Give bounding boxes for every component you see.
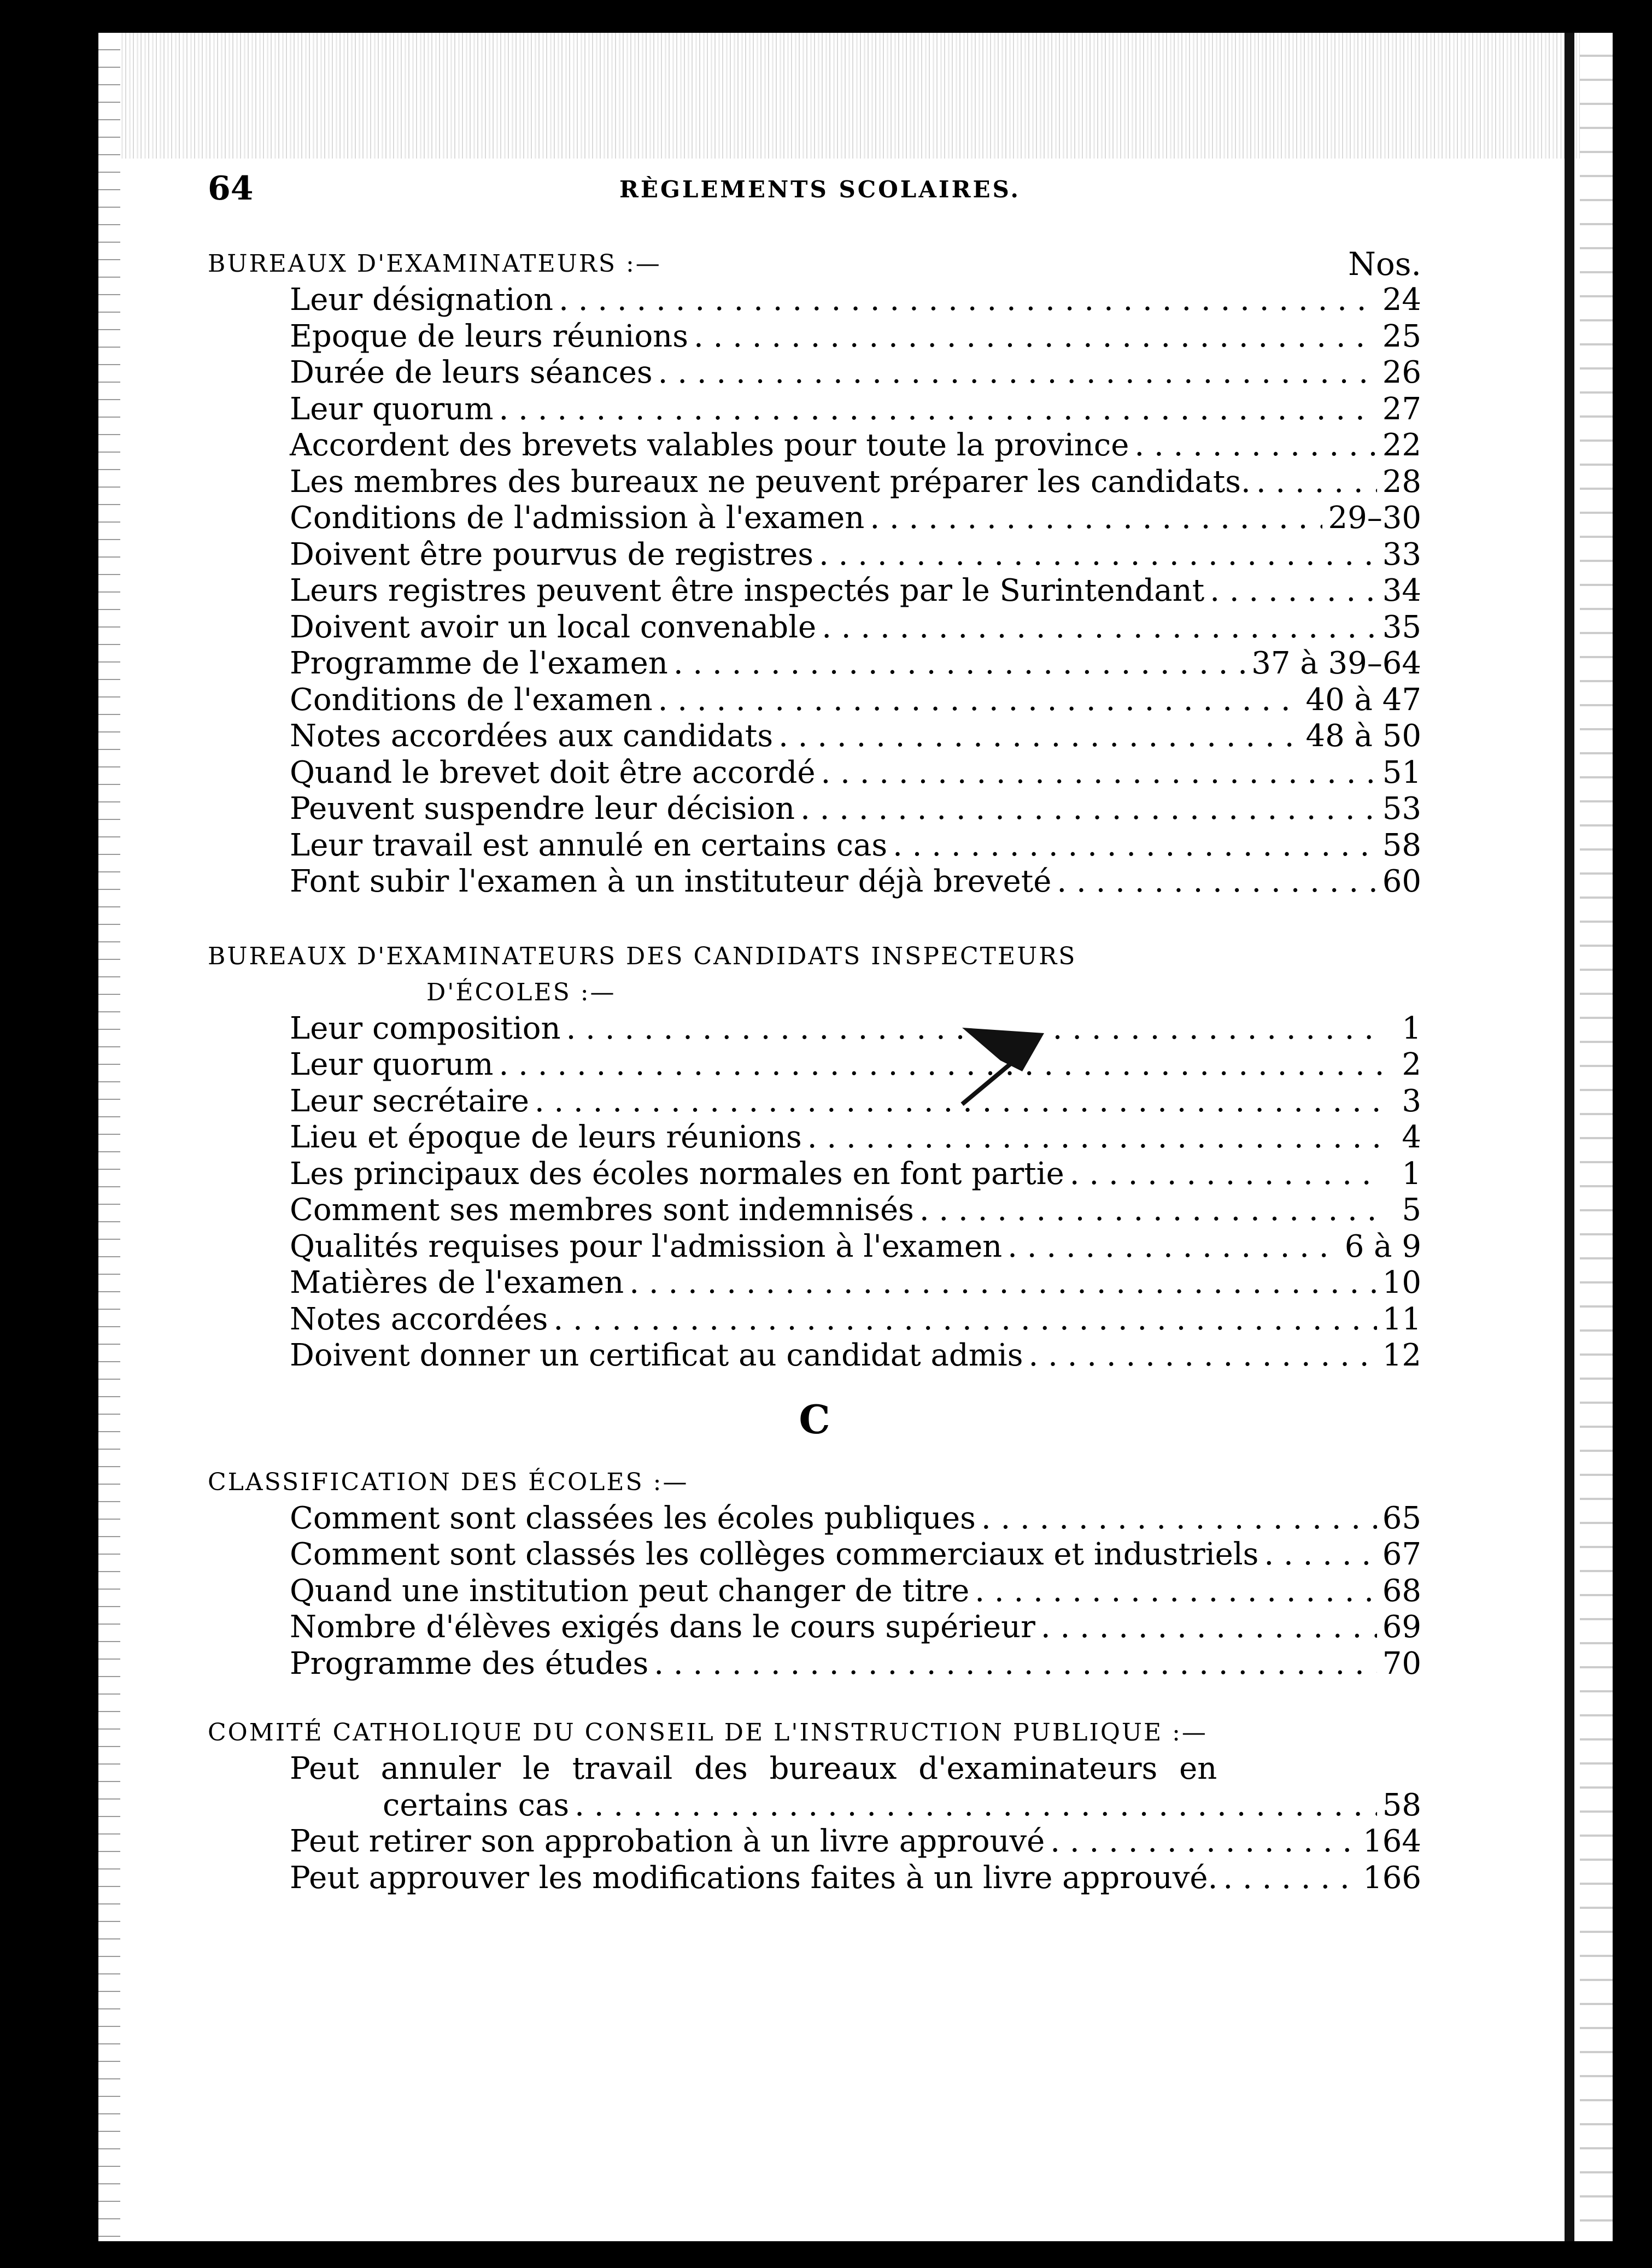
index-content [208, 246, 1421, 1896]
index-entry [208, 864, 1421, 900]
dot-leader [1210, 573, 1377, 610]
entry-number: 1 [1402, 1010, 1421, 1046]
entry-text: Epoque de leurs réunions [290, 318, 688, 354]
index-entry [208, 1192, 1421, 1229]
index-entry [208, 1338, 1421, 1374]
entry-number: 12 [1382, 1338, 1421, 1373]
entry-number: 1 [1402, 1156, 1421, 1192]
section-heading-text: BUREAUX D'EXAMINATEURS DES CANDIDATS INSPECTEURS [208, 942, 1077, 970]
index-entry [208, 1609, 1421, 1646]
index-entry [208, 828, 1421, 864]
entry-text: Leur travail est annulé en certains cas [290, 827, 888, 863]
entry-number: 5 [1402, 1192, 1421, 1228]
entry-text: Leurs registres peuvent être inspectés par le Surintendant [290, 573, 1205, 608]
running-title: RÈGLEMENTS SCOLAIRES. [619, 176, 1021, 203]
entry-text: Doivent être pourvus de registres [290, 536, 814, 572]
entry-number: 3 [1402, 1083, 1421, 1119]
section-heading-inspecteurs [208, 939, 1421, 1011]
entry-list-inspecteurs [208, 1011, 1421, 1374]
index-entry [208, 573, 1421, 610]
page-number: 64 [208, 169, 254, 208]
entry-number: 25 [1382, 318, 1421, 354]
entry-text: Comment sont classés les collèges commerciaux et industriels [290, 1537, 1259, 1572]
dot-leader [981, 1501, 1377, 1537]
dot-leader [1050, 1824, 1357, 1860]
dot-leader [800, 791, 1377, 828]
index-entry [208, 319, 1421, 355]
binding-shadow [1565, 33, 1574, 2241]
index-entry [208, 1537, 1421, 1573]
running-head [208, 169, 1432, 219]
section-heading-bureaux [208, 246, 1421, 282]
index-entry [208, 1265, 1421, 1302]
entry-text: Les principaux des écoles normales en font partie [290, 1156, 1064, 1192]
index-entry [208, 610, 1421, 646]
entry-number: 6 à 9 [1344, 1228, 1421, 1264]
entry-text: Leur secrétaire [290, 1083, 529, 1119]
dot-leader [553, 1302, 1376, 1338]
entry-text: Leur quorum [290, 1047, 494, 1082]
entry-text: Peuvent suspendre leur décision [290, 791, 795, 827]
alphabet-letter-heading: C [799, 1396, 830, 1443]
dot-leader [821, 755, 1377, 792]
dot-leader [822, 610, 1377, 646]
dot-leader [499, 391, 1377, 428]
entry-text: Accordent des brevets valables pour toute la province [290, 427, 1129, 463]
index-entry [208, 1047, 1421, 1083]
entry-number: 58 [1382, 1787, 1421, 1823]
entry-text: Peut approuver les modifications faites à un livre approuvé. [290, 1860, 1218, 1896]
section-heading-comite [208, 1715, 1421, 1751]
dot-leader [629, 1265, 1376, 1302]
index-entry [208, 464, 1421, 501]
dot-leader [919, 1192, 1383, 1229]
page-left-edge [98, 33, 120, 2241]
page-right-edge [1580, 33, 1613, 2241]
dot-leader [1057, 864, 1376, 900]
index-entry [208, 718, 1421, 755]
index-entry [208, 646, 1421, 682]
index-entry [208, 682, 1421, 719]
entry-text: Notes accordées aux candidats [290, 718, 774, 754]
entry-text: Conditions de l'examen [290, 682, 653, 718]
dot-leader [1223, 1860, 1357, 1897]
entry-text: Programme des études [290, 1645, 649, 1681]
entry-number: 10 [1382, 1265, 1421, 1300]
entry-number: 34 [1382, 573, 1421, 608]
entry-number: 60 [1382, 864, 1421, 899]
dot-leader [1264, 1537, 1376, 1573]
entry-text: Doivent donner un certificat au candidat admis [290, 1338, 1023, 1373]
index-entry [208, 1646, 1421, 1683]
dot-leader [1070, 1156, 1383, 1193]
entry-list-comite [208, 1751, 1421, 1896]
dot-leader [673, 646, 1246, 682]
entry-number: 51 [1382, 754, 1421, 790]
entry-text: Peut retirer son approbation à un livre approuvé [290, 1824, 1045, 1859]
section-heading-text-line2: D'ÉCOLES :— [426, 978, 616, 1006]
entry-number: 68 [1382, 1573, 1421, 1609]
entry-number: 28 [1382, 464, 1421, 500]
entry-number: 65 [1382, 1500, 1421, 1536]
nos-column-label: Nos. [1348, 245, 1421, 283]
entry-number: 48 à 50 [1305, 718, 1421, 754]
entry-text: Leur composition [290, 1010, 561, 1046]
dot-leader [575, 1788, 1377, 1824]
index-entry [208, 1501, 1421, 1537]
index-entry [208, 1573, 1421, 1610]
section-heading-text: COMITÉ CATHOLIQUE DU CONSEIL DE L'INSTRUCTION PUBLIQUE :— [208, 1719, 1208, 1747]
scan-noise-top [98, 33, 1613, 159]
index-entry [208, 1229, 1421, 1265]
index-entry [208, 500, 1421, 537]
section-heading-text: BUREAUX D'EXAMINATEURS :— [208, 250, 661, 278]
entry-number: 40 à 47 [1305, 682, 1421, 718]
entry-number: 69 [1382, 1609, 1421, 1645]
entry-number: 4 [1402, 1120, 1421, 1155]
dot-leader [1256, 464, 1377, 501]
entry-text: Qualités requises pour l'admission à l'examen [290, 1228, 1003, 1264]
entry-text: Durée de leurs séances [290, 355, 653, 390]
entry-number: 67 [1382, 1537, 1421, 1572]
entry-number: 2 [1402, 1047, 1421, 1082]
entry-number: 24 [1382, 282, 1421, 318]
section-heading-text: CLASSIFICATION DES ÉCOLES :— [208, 1468, 689, 1496]
index-entry [208, 355, 1421, 391]
index-entry [208, 427, 1421, 464]
entry-text: Leur désignation [290, 282, 554, 318]
entry-text: Comment sont classées les écoles publiques [290, 1500, 976, 1536]
dot-leader [975, 1573, 1376, 1610]
entry-text: Les membres des bureaux ne peuvent préparer les candidats. [290, 464, 1251, 500]
dot-leader [1041, 1609, 1377, 1646]
entry-text: Font subir l'examen à un instituteur déjà breveté [290, 864, 1052, 899]
entry-text: Nombre d'élèves exigés dans le cours supérieur [290, 1609, 1035, 1645]
entry-number: 35 [1382, 609, 1421, 645]
dot-leader [1007, 1229, 1339, 1265]
entry-number: 53 [1382, 791, 1421, 827]
index-entry [208, 755, 1421, 792]
dot-leader [807, 1120, 1383, 1156]
index-entry [208, 791, 1421, 828]
entry-number: 58 [1382, 827, 1421, 863]
entry-number: 164 [1363, 1824, 1421, 1859]
entry-text: certains cas [383, 1787, 570, 1823]
entry-text: Matières de l'examen [290, 1265, 624, 1300]
entry-text: Peut annuler le travail des bureaux d'examinateurs en [290, 1751, 1217, 1786]
dot-leader [1028, 1338, 1376, 1374]
index-entry [208, 1824, 1421, 1860]
dot-leader [499, 1047, 1383, 1083]
entry-text: Leur quorum [290, 391, 494, 427]
entry-number: 166 [1363, 1860, 1421, 1896]
entry-number: 37 à 39–64 [1251, 646, 1421, 681]
entry-text: Conditions de l'admission à l'examen [290, 500, 865, 536]
entry-number: 22 [1382, 427, 1421, 463]
dot-leader [654, 1646, 1376, 1683]
entry-text: Quand une institution peut changer de titre [290, 1573, 970, 1609]
index-entry [208, 1860, 1421, 1897]
entry-text: Quand le brevet doit être accordé [290, 754, 816, 790]
ink-arrow-mark-icon [951, 1022, 1050, 1110]
entry-number: 33 [1382, 536, 1421, 572]
dot-leader [870, 500, 1322, 537]
entry-list-bureaux [208, 282, 1421, 900]
section-heading-classification [208, 1464, 1421, 1501]
entry-number: 27 [1382, 391, 1421, 427]
entry-number: 26 [1382, 355, 1421, 390]
index-entry [208, 1156, 1421, 1193]
index-entry [208, 537, 1421, 573]
dot-leader [819, 537, 1377, 573]
index-entry [208, 1120, 1421, 1156]
entry-number: 11 [1382, 1301, 1421, 1337]
index-entry [208, 1083, 1421, 1120]
entry-text: Programme de l'examen [290, 646, 668, 681]
index-entry [208, 282, 1421, 319]
entry-text: Doivent avoir un local convenable [290, 609, 817, 645]
entry-number: 70 [1382, 1645, 1421, 1681]
entry-number: 29–30 [1328, 500, 1421, 536]
entry-text: Notes accordées [290, 1301, 548, 1337]
dot-leader [658, 682, 1300, 719]
dot-leader [893, 828, 1377, 864]
entry-text: Lieu et époque de leurs réunions [290, 1120, 802, 1155]
index-entry-continuation [208, 1788, 1421, 1824]
index-entry [208, 1302, 1421, 1338]
entry-list-classification [208, 1501, 1421, 1683]
index-entry [208, 1011, 1421, 1047]
dot-leader [559, 282, 1377, 319]
index-entry [208, 391, 1421, 428]
index-entry [208, 1751, 1421, 1788]
entry-text: Comment ses membres sont indemnisés [290, 1192, 914, 1228]
dot-leader [778, 718, 1300, 755]
dot-leader [658, 355, 1377, 391]
dot-leader [694, 319, 1377, 355]
dot-leader [1134, 427, 1376, 464]
